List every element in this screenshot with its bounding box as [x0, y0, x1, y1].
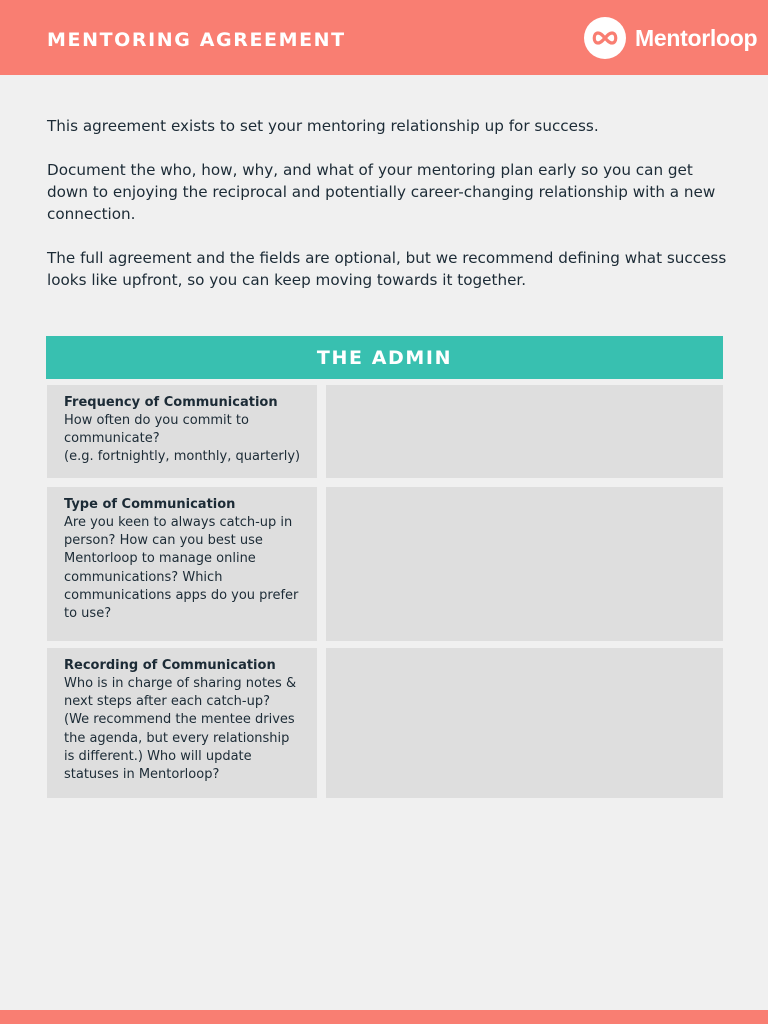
field-title: Type of Communication [64, 497, 236, 512]
recording-input-field[interactable] [326, 648, 723, 798]
field-title: Recording of Communication [64, 658, 276, 673]
intro-paragraph-2: Document the who, how, why, and what of your mentoring plan early so you can get down to enjoying the reciprocal and potentially career-changing relationship with a new connection. [47, 161, 716, 223]
footer-bar [0, 1010, 768, 1024]
field-description: Are you keen to always catch-up in person? How can you best use Mentorloop to manage online communications? Which communications apps do you prefer to use? [64, 515, 299, 622]
document-title: MENTORING AGREEMENT [47, 29, 346, 51]
intro-paragraph-3: The full agreement and the fields are optional, but we recommend defining what success looks like upfront, so you can keep moving towards it together. [47, 249, 727, 289]
row-label-type [47, 487, 317, 641]
intro-paragraph-1: This agreement exists to set your mentoring relationship up for success. [47, 117, 599, 135]
section-title: THE ADMIN [316, 346, 453, 369]
logo-wordmark: Mentorloop [635, 24, 758, 51]
intro-text [47, 115, 727, 313]
section-header-admin [46, 336, 723, 379]
header-bar [0, 0, 768, 75]
row-label-frequency [47, 385, 317, 478]
field-description: How often do you commit to communicate? (e.g. fortnightly, monthly, quarterly) [64, 413, 301, 465]
row-label-recording [47, 648, 317, 798]
frequency-input-field[interactable] [326, 385, 723, 478]
mentorloop-logo [584, 17, 757, 59]
field-title: Frequency of Communication [64, 395, 278, 410]
field-description: Who is in charge of sharing notes & next steps after each catch-up? (We recommend the mentee drives the agenda, but every relationship is different.) Who will update statuses in Mentorloop? [64, 676, 297, 783]
type-input-field[interactable] [326, 487, 723, 641]
infinity-loop-icon [584, 17, 626, 59]
